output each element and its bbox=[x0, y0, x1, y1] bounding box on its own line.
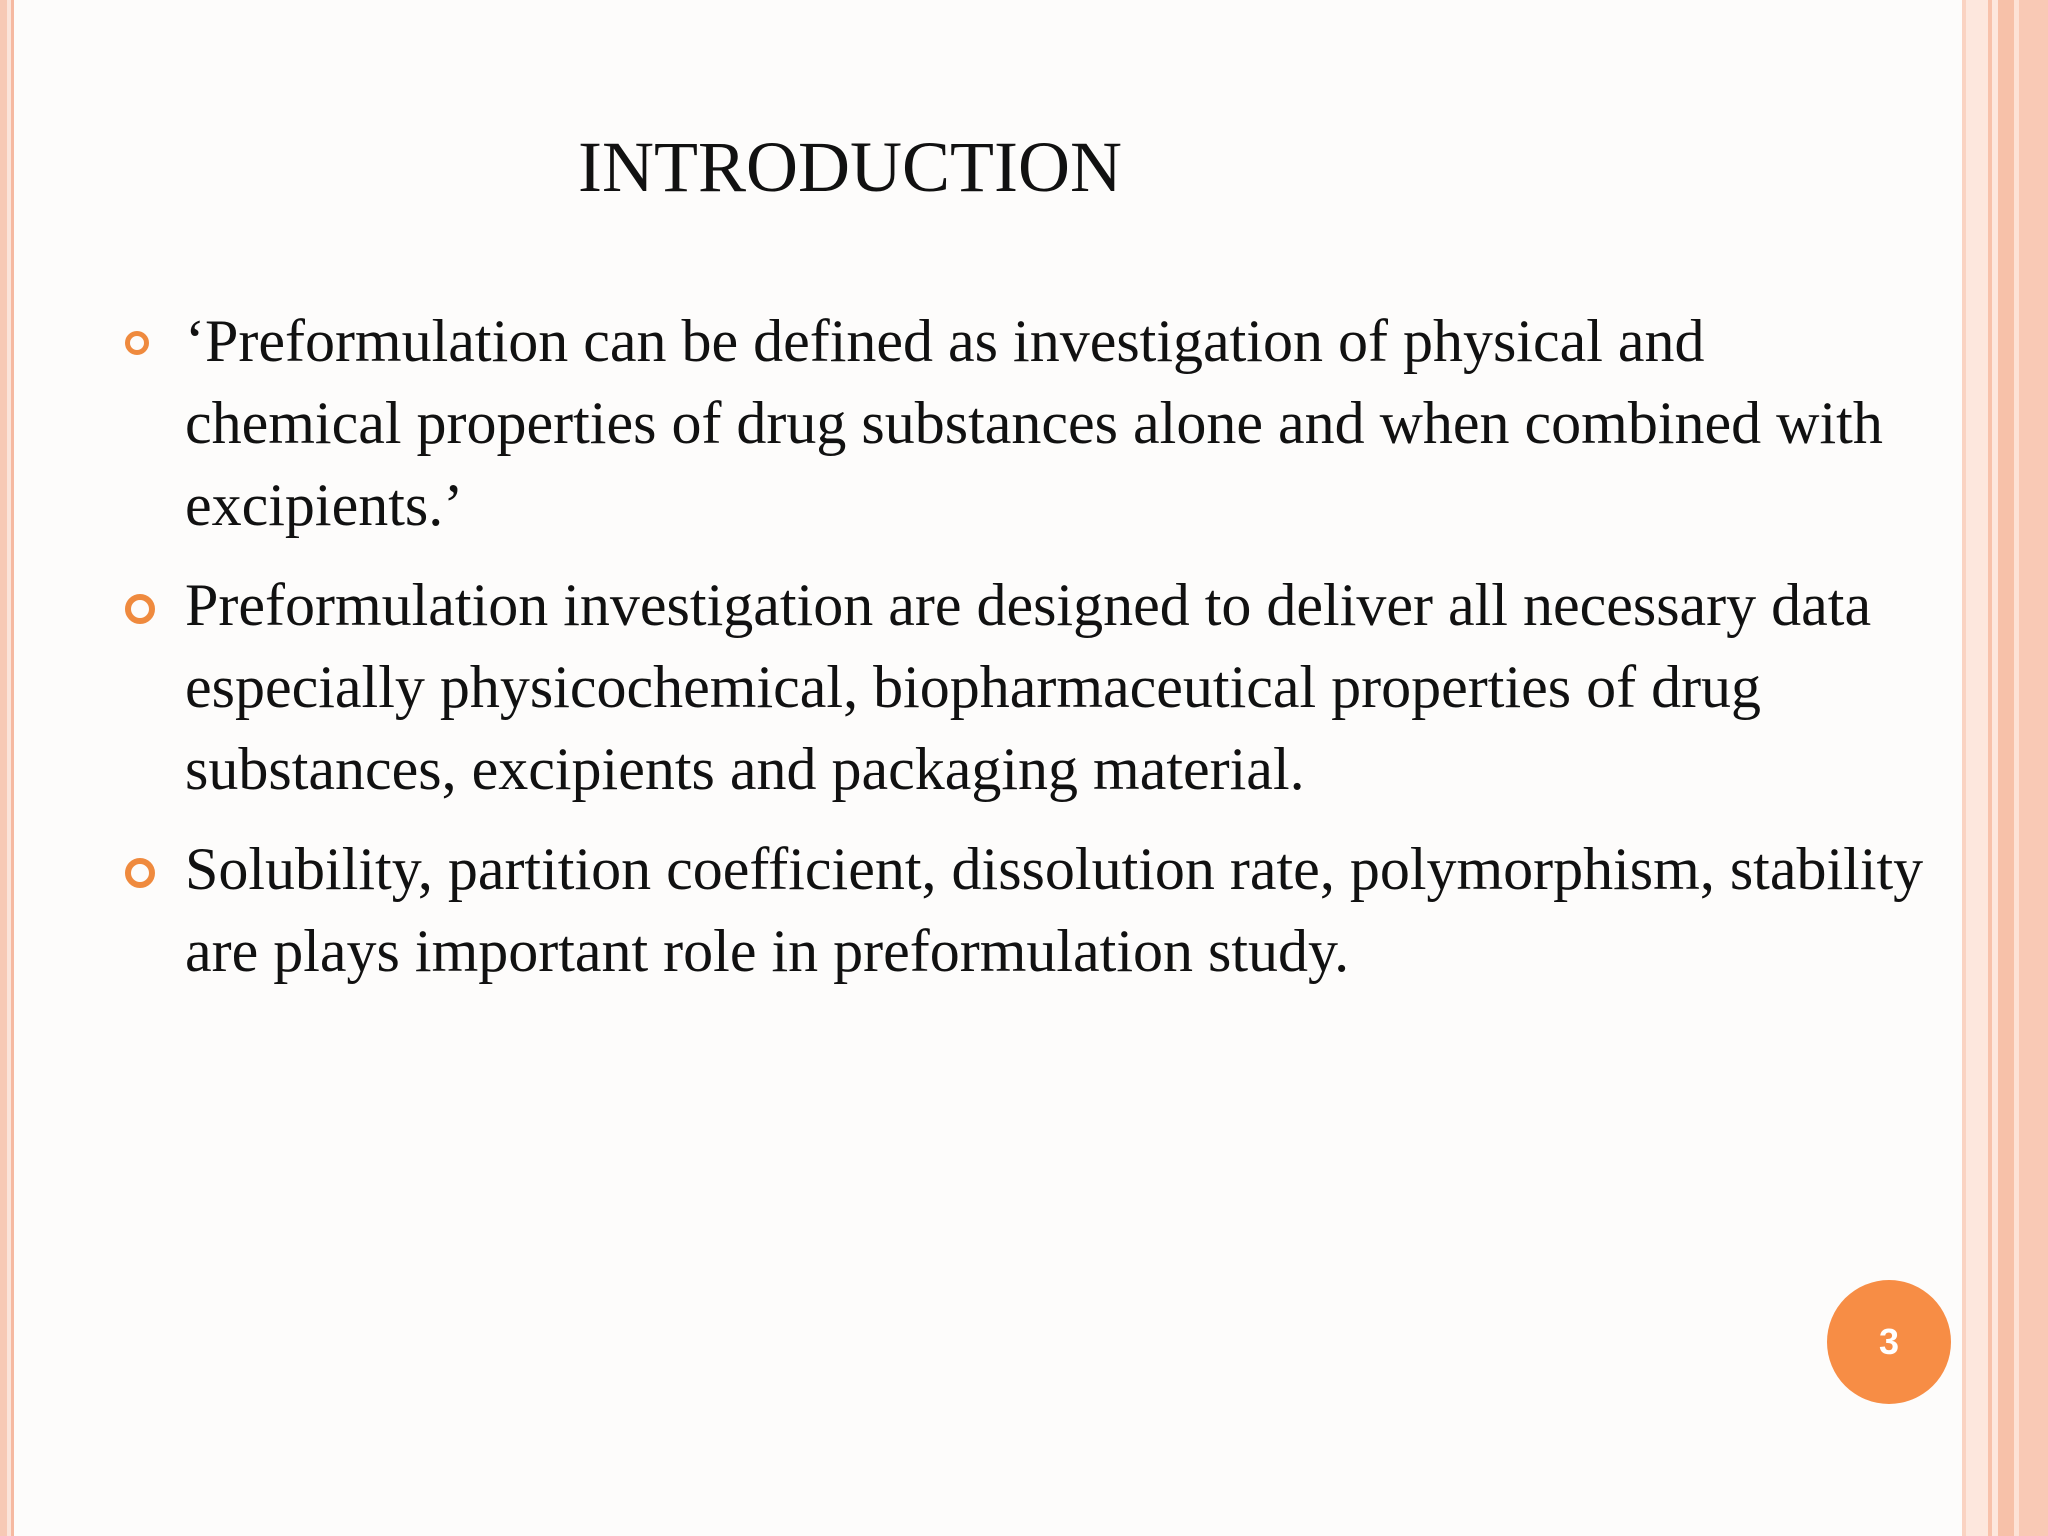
right-border-stripe bbox=[2019, 0, 2048, 1536]
bullet-text: Solubility, partition coefficient, dissolution rate, polymorphism, stability are plays important role in preformulation study. bbox=[185, 836, 1924, 984]
bullet-item bbox=[125, 564, 1925, 810]
right-border-stripe bbox=[1998, 0, 2014, 1536]
slide-title: INTRODUCTION bbox=[578, 127, 1122, 207]
slide-number-badge: 3 bbox=[1827, 1280, 1951, 1404]
circle-bullet-icon bbox=[125, 331, 149, 355]
bullet-text: Preformulation investigation are designed to deliver all necessary data especially physicochemical, biopharmaceutical properties of drug substances, excipients and packaging material. bbox=[185, 572, 1872, 802]
left-border-stripe bbox=[0, 0, 7, 1536]
circle-bullet-icon bbox=[125, 858, 155, 888]
bullet-item bbox=[125, 828, 1925, 992]
circle-bullet-icon bbox=[125, 594, 155, 624]
left-border-stripe bbox=[11, 0, 14, 1536]
right-border-stripe bbox=[1966, 0, 1988, 1536]
bullet-list bbox=[125, 300, 1925, 1010]
bullet-item bbox=[125, 300, 1925, 546]
bullet-text: ‘Preformulation can be defined as investigation of physical and chemical properties of drug substances alone and when combined with excipients.’ bbox=[185, 308, 1883, 538]
